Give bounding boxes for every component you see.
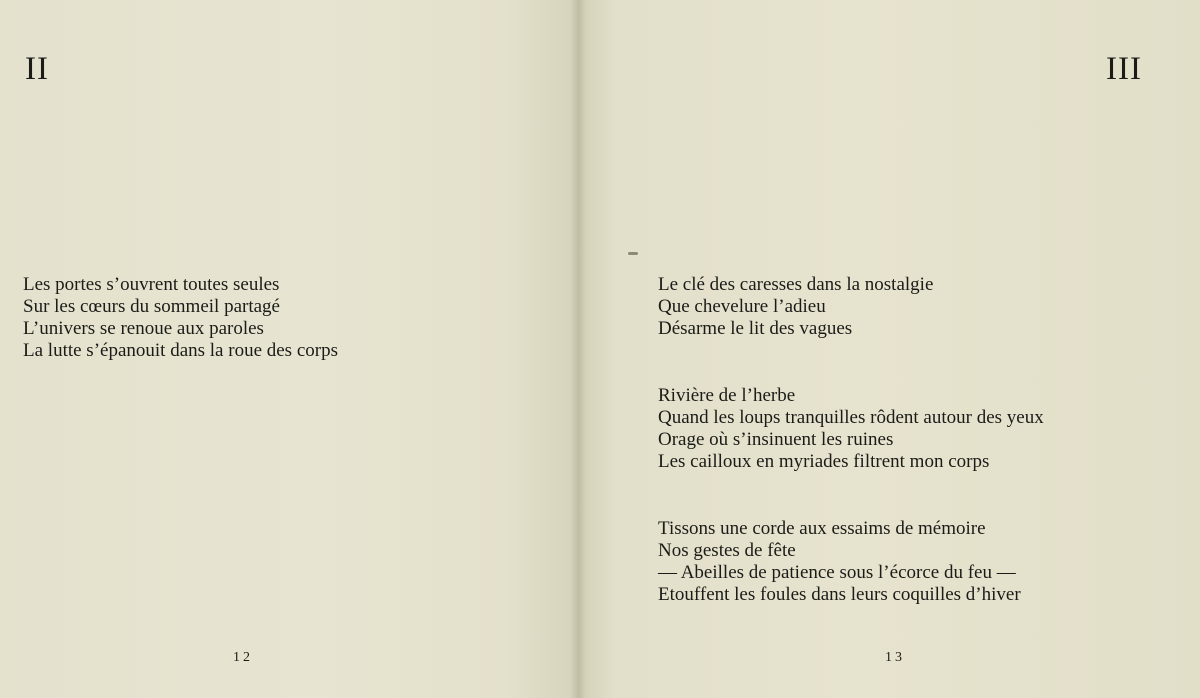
page-number-left: 12 bbox=[233, 650, 253, 665]
page-number-right: 13 bbox=[885, 650, 905, 665]
verse-line: Rivière de l’herbe bbox=[658, 385, 796, 406]
verse-line: — Abeilles de patience sous l’écorce du feu — bbox=[658, 562, 1016, 583]
stanza-left bbox=[23, 274, 338, 362]
verse-line: Que chevelure l’adieu bbox=[658, 296, 826, 317]
paper-speck bbox=[628, 252, 638, 255]
stanza-right-2 bbox=[658, 385, 1044, 473]
verse-line: Les portes s’ouvrent toutes seules bbox=[23, 274, 280, 295]
verse-line: L’univers se renoue aux paroles bbox=[23, 318, 264, 339]
verse-line: Les cailloux en myriades filtrent mon corps bbox=[658, 451, 990, 472]
verse-line: Sur les cœurs du sommeil partagé bbox=[23, 296, 280, 317]
stanza-right-1 bbox=[658, 274, 933, 340]
book-gutter bbox=[570, 0, 586, 698]
verse-line: Désarme le lit des vagues bbox=[658, 318, 853, 339]
poem-numeral-right: III bbox=[1106, 51, 1142, 87]
right-page bbox=[578, 0, 1200, 698]
verse-line: Etouffent les foules dans leurs coquilles d’hiver bbox=[658, 584, 1021, 605]
verse-line: La lutte s’épanouit dans la roue des corps bbox=[23, 340, 338, 361]
verse-line: Nos gestes de fête bbox=[658, 540, 796, 561]
poem-numeral-left: II bbox=[25, 51, 49, 87]
stanza-right-3 bbox=[658, 518, 1021, 606]
verse-line: Orage où s’insinuent les ruines bbox=[658, 429, 894, 450]
left-page bbox=[0, 0, 578, 698]
verse-line: Tissons une corde aux essaims de mémoire bbox=[658, 518, 986, 539]
verse-line: Quand les loups tranquilles rôdent autour des yeux bbox=[658, 407, 1044, 428]
verse-line: Le clé des caresses dans la nostalgie bbox=[658, 274, 934, 295]
